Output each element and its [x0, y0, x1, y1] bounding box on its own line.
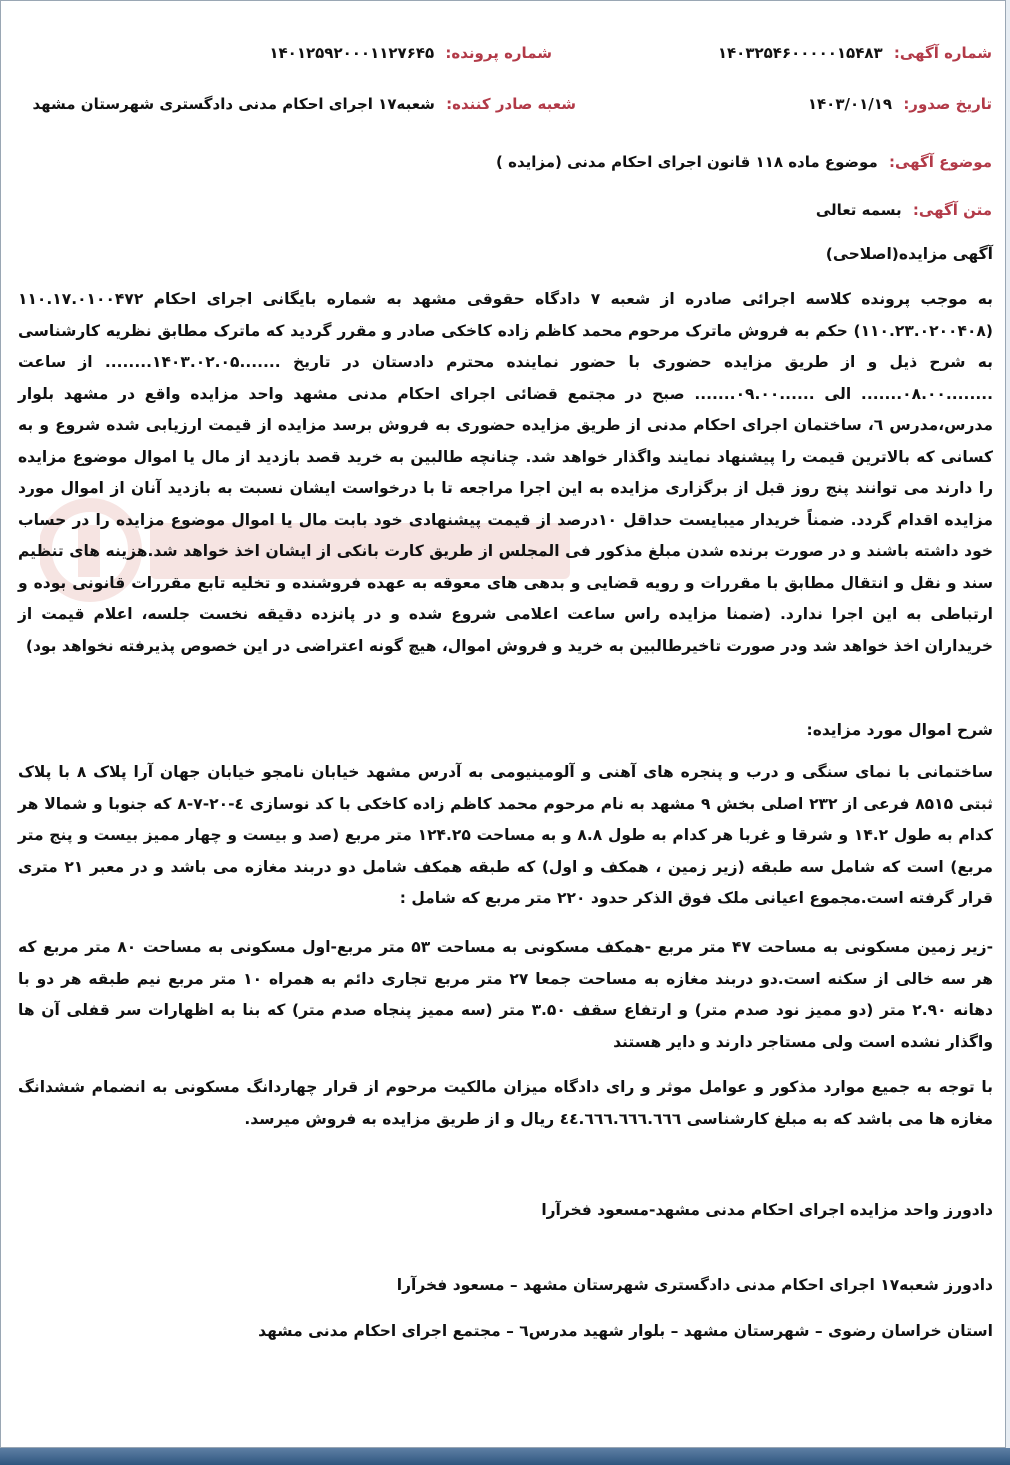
scrollbar-track[interactable]: [1006, 0, 1010, 1448]
signature-line-1: دادورز واحد مزایده اجرای احکام مدنی مشهد-مسعود فخرآرا: [541, 1201, 993, 1219]
address-line: استان خراسان رضوی – شهرستان مشهد – بلوار شهید مدرس٦ – مجتمع اجرای احکام مدنی مشهد: [258, 1322, 993, 1340]
paragraph-floors: -زیر زمین مسکونی به مساحت ۴۷ متر مربع -همکف مسکونی به مساحت ۵۳ متر مربع-اول مسکونی به مساحت ۸۰ متر مربع که هر سه خالی از سکنه است.دو دربند مغازه به مساحت جمعا ۲۷ متر مربع تجاری دائم به همراه ۱۰ متر مربع نیم طبقه هر دو با دهانه ۲.۹۰ متر (دو ممیز نود صدم متر) و ارتفاع سقف ۳.۵۰ متر (سه ممیز پنجاه صدم متر) که بنا به اظهارات سر قفلی آن ها واگذار نشده است ولی مستاجر دارند و دایر هستند: [18, 938, 994, 1051]
notice-number-label: شماره آگهی:: [893, 44, 992, 62]
window-bottom-bar: [0, 1448, 1010, 1465]
text-opening: بسمه تعالی: [815, 201, 902, 219]
notice-title: آگهی مزایده(اصلاحی): [825, 245, 993, 263]
issue-date-field: [808, 94, 992, 114]
issuing-branch-label: شعبه صادر کننده:: [446, 95, 576, 113]
text-label: متن آگهی:: [912, 201, 992, 219]
assets-heading: شرح اموال مورد مزایده:: [806, 721, 993, 739]
text-field: [816, 200, 992, 220]
issuing-branch-value: شعبه۱۷ اجرای احکام مدنی دادگستری شهرستان مشهد: [32, 95, 435, 113]
subject-field: [496, 152, 992, 172]
case-number-value: ۱۴۰۱۲۵۹۲۰۰۰۱۱۲۷۶۴۵: [269, 44, 435, 62]
case-number-label: شماره پرونده:: [445, 44, 552, 62]
case-number-field: [269, 43, 552, 63]
paragraph-assets: ساختمانی با نمای سنگی و درب و پنجره های آهنی و آلومینیومی به آدرس مشهد خیابان نامجو خیابان جهان آرا پلاک ۸ با پلاک ثبتی ۸۵۱۵ فرعی از ۲۳۲ اصلی بخش ۹ مشهد به نام مرحوم محمد کاظم زاده کاخکی با کد نوسازی ٤-۲۰-۷-۸ که جنوبا و شمالا هر کدام به طول ۱۴.۲ و شرقا و غربا هر کدام به طول ۸.۸ و به مساحت ۱۲۴.۲۵ متر مربع (صد و بیست و چهار ممیز بیست و پنج متر مربع) است که شامل سه طبقه (زیر زمین ، همکف و اول) که طبقه همکف شامل دو دربند مغازه می باشد و در معبر ۲۱ متری قرار گرفته است.مجموع اعیانی ملک فوق الذکر حدود ۲۲۰ متر مربع که شامل :: [18, 763, 993, 907]
subject-value: موضوع ماده ۱۱۸ قانون اجرای احکام مدنی (مزایده ): [496, 153, 878, 171]
notice-number-value: ۱۴۰۳۲۵۴۶۰۰۰۰۰۱۵۴۸۳: [717, 44, 883, 62]
issue-date-value: ۱۴۰۳/۰۱/۱۹: [807, 95, 893, 113]
notice-number-field: [718, 43, 992, 63]
signature-line-2: دادورز شعبه۱۷ اجرای احکام مدنی دادگستری شهرستان مشهد – مسعود فخرآرا: [396, 1276, 993, 1294]
subject-label: موضوع آگهی:: [888, 153, 992, 171]
issuing-branch-field: [32, 94, 576, 114]
paragraph-valuation: با توجه به جمیع موارد مذکور و عوامل موثر و رای دادگاه میزان مالکیت مرحوم از قرار چهاردانگ مسکونی به انضمام ششدانگ مغازه ها می باشد که به مبلغ کارشناسی ٤٤.٦٦٦.٦٦٦.٦٦٦ ریال و از طریق مزایده به فروش میرسد.: [18, 1078, 993, 1128]
paragraph-main: به موجب پرونده کلاسه اجرائی صادره از شعبه ۷ دادگاه حقوقی مشهد به شماره بایگانی اجرای احکام ۱۱۰.۱۷.۰۱۰۰۴۷۲ (۱۱۰.۲۳.۰۲۰۰۴۰۸) حکم به فروش ماترک مرحوم محمد کاظم زاده کاخکی صادر و مقرر گردید که ماترک مطابق نظریه کارشناسی به شرح ذیل و از طریق مزایده حضوری با حضور نماینده محترم دادستان در تاریخ .......۱۴۰۳.۰۲.۰۵........ از ساعت ........۰۸.۰۰....... الی ......۰۹.۰۰....... صبح در مجتمع قضائی اجرای احکام مدنی مشهد واحد مزایده واقع در مشهد بلوار مدرس،مدرس ٦، ساختمان اجرای احکام مدنی از طریق مزایده حضوری به فروش برسد مزایده از قیمت ارزیابی شده شروع و به کسانی که بالاترین قیمت را پیشنهاد نمایند واگذار خواهد شد. چنانچه طالبین به خرید قصد بازدید از مال یا اموال موضوع مزایده را دارند می توانند پنج روز قبل از برگزاری مزایده به این اجرا مراجعه تا با درخواست ایشان نسبت به بازدید آنان از اموال مورد مزایده اقدام گردد. ضمناً خریدار میبایست حداقل ۱۰درصد از قیمت پیشنهادی خود بابت مال یا اموال موضوع مزایده را در حساب خود داشته باشند و در صورت برنده شدن مبلغ مذکور فی المجلس از طریق کارت بانکی از ایشان اخذ خواهد شد.هزینه های تنظیم سند و نقل و انتقال مطابق با مقررات و رویه قضایی و بدهی های معوقه به عهده فروشنده و تخلیه تابع مقررات قانونی بوده و ارتباطی به این اجرا ندارد. (ضمنا مزایده راس ساعت اعلامی شروع شده و در پانزده دقیقه نخست جلسه، اعلام قیمت از خریداران اخذ خواهد شد ودر صورت تاخیرطالبین به خرید و فروش اموال، هیچ گونه اعتراضی در این خصوص پذیرفته نخواهد بود): [18, 290, 994, 655]
issue-date-label: تاریخ صدور:: [903, 95, 992, 113]
